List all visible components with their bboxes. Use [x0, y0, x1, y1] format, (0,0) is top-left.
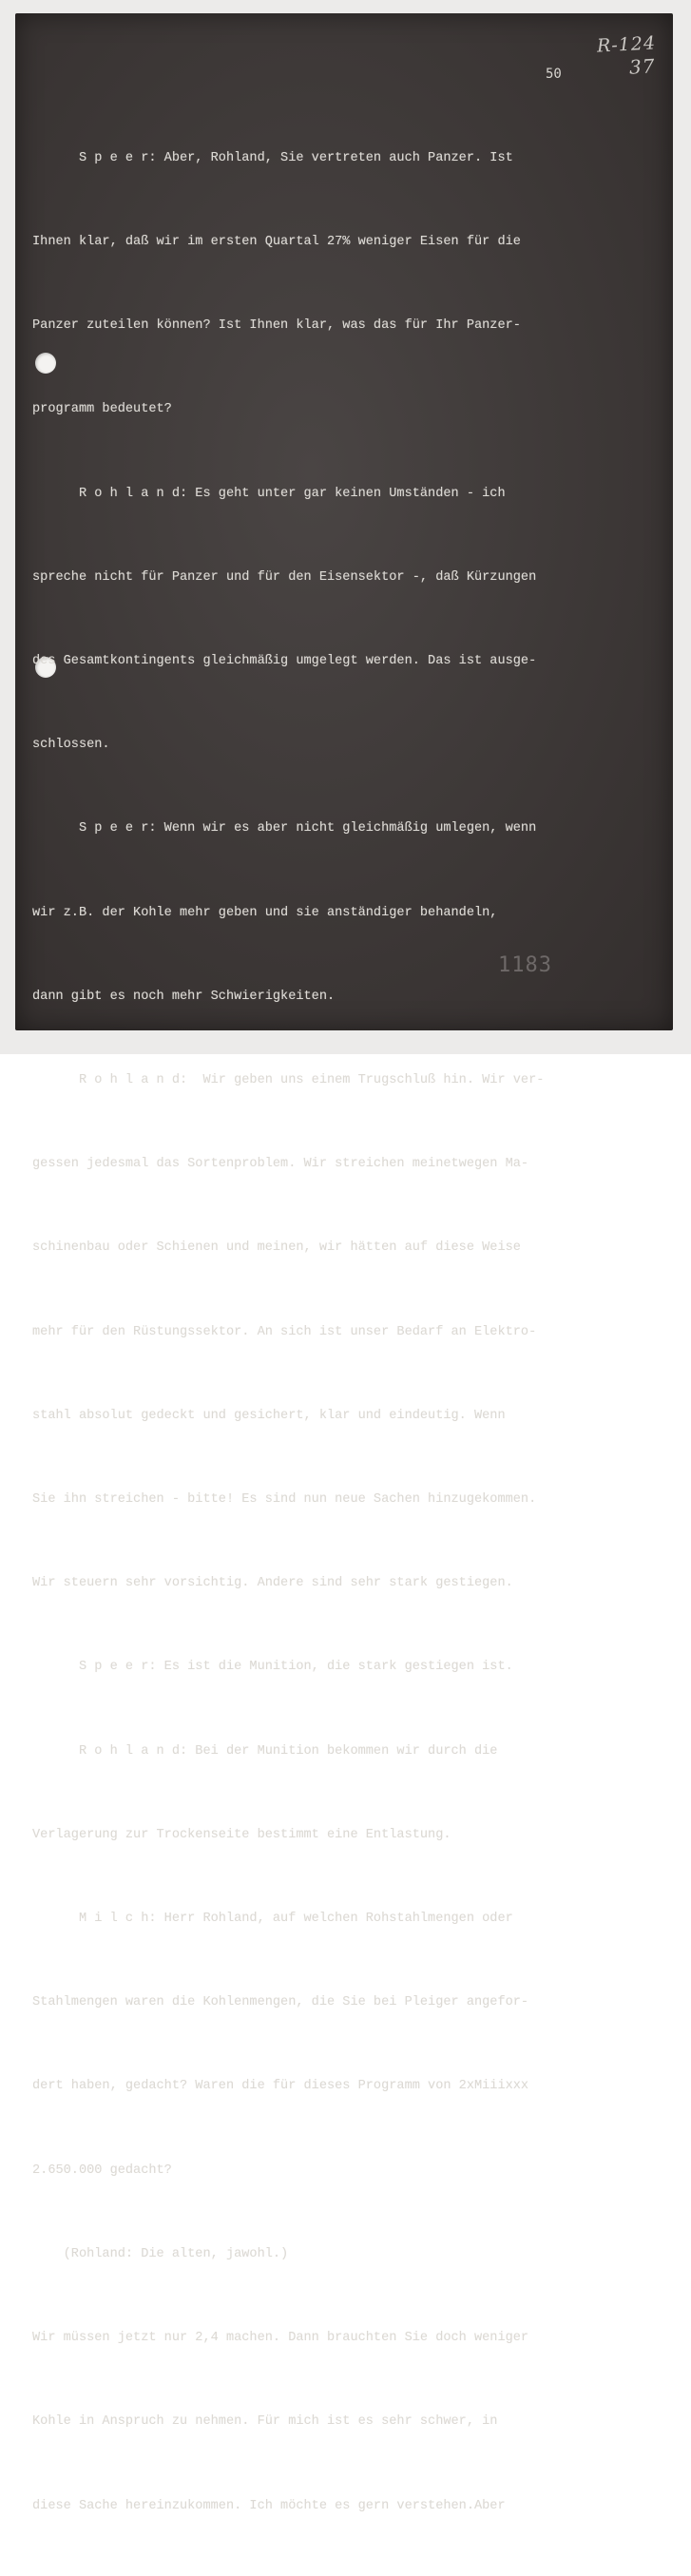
text-line: M i l c h: Herr Rohland, auf welchen Rohstahlmengen oder [32, 1912, 513, 1927]
text-line: Sie ihn streichen - bitte! Es sind nun neue Sachen hinzugekommen. [32, 1492, 537, 1508]
text-line: gessen jedesmal das Sortenproblem. Wir streichen meinetwegen Ma- [32, 1157, 529, 1172]
text-line: des Gesamtkontingents gleichmäßig umgelegt werden. Das ist ausge- [32, 654, 537, 669]
text-line: schlossen. [32, 738, 110, 753]
text-line: S p e e r: Wenn wir es aber nicht gleichmäßig umlegen, wenn [32, 821, 537, 836]
text-line: Wir müssen jetzt nur 2,4 machen. Dann brauchten Sie doch weniger [32, 2331, 529, 2346]
text-line: dann gibt es noch mehr Schwierigkeiten. [32, 989, 336, 1004]
text-line: diese Sache hereinzukommen. Ich möchte es gern verstehen.Aber [32, 2498, 506, 2513]
transcript-text [32, 88, 641, 2576]
page-number: 50 [546, 67, 562, 82]
text-line: Stahlmengen waren die Kohlenmengen, die Sie bei Pleiger angefor- [32, 1995, 529, 2010]
text-line: Ihnen klar, daß wir im ersten Quartal 27% weniger Eisen für die [32, 235, 521, 250]
text-line: dert haben, gedacht? Waren die für dieses Programm von 2xMiiixxx [32, 2079, 529, 2094]
archive-subnumber: 37 [628, 54, 657, 79]
text-line: R o h l a n d: Bei der Munition bekommen wir durch die [32, 1743, 498, 1759]
text-line: S p e e r: Es ist die Munition, die stark gestiegen ist. [32, 1660, 513, 1675]
text-line: schinenbau oder Schienen und meinen, wir hätten auf diese Weise [32, 1240, 521, 1256]
text-line: R o h l a n d: Es geht unter gar keinen Umständen - ich [32, 486, 506, 501]
text-line: spreche nicht für Panzer und für den Eisensektor -, daß Kürzungen [32, 569, 537, 585]
archive-reference: R-124 [596, 32, 657, 57]
text-line: Panzer zuteilen können? Ist Ihnen klar, was das für Ihr Panzer- [32, 318, 521, 334]
text-line: Kohle in Anspruch zu nehmen. Für mich ist es sehr schwer, in [32, 2414, 498, 2430]
text-line: Wir steuern sehr vorsichtig. Andere sind sehr stark gestiegen. [32, 1576, 513, 1591]
text-line: programm bedeutet? [32, 402, 172, 417]
text-line: wir z.B. der Kohle mehr geben und sie anständiger behandeln, [32, 905, 498, 920]
text-line: stahl absolut gedeckt und gesichert, klar und eindeutig. Wenn [32, 1408, 506, 1423]
text-line: R o h l a n d: Wir geben uns einem Trugschluß hin. Wir ver- [32, 1073, 545, 1088]
text-line: (Rohland: Die alten, jawohl.) [32, 2246, 289, 2261]
archive-stamp-number: 1183 [498, 953, 552, 977]
text-line: 2.650.000 gedacht? [32, 2163, 172, 2178]
text-line: S p e e r: Aber, Rohland, Sie vertreten auch Panzer. Ist [32, 150, 513, 165]
text-line: mehr für den Rüstungssektor. An sich ist unser Bedarf an Elektro- [32, 1324, 537, 1339]
text-line: Verlagerung zur Trockenseite bestimmt eine Entlastung. [32, 1827, 451, 1842]
